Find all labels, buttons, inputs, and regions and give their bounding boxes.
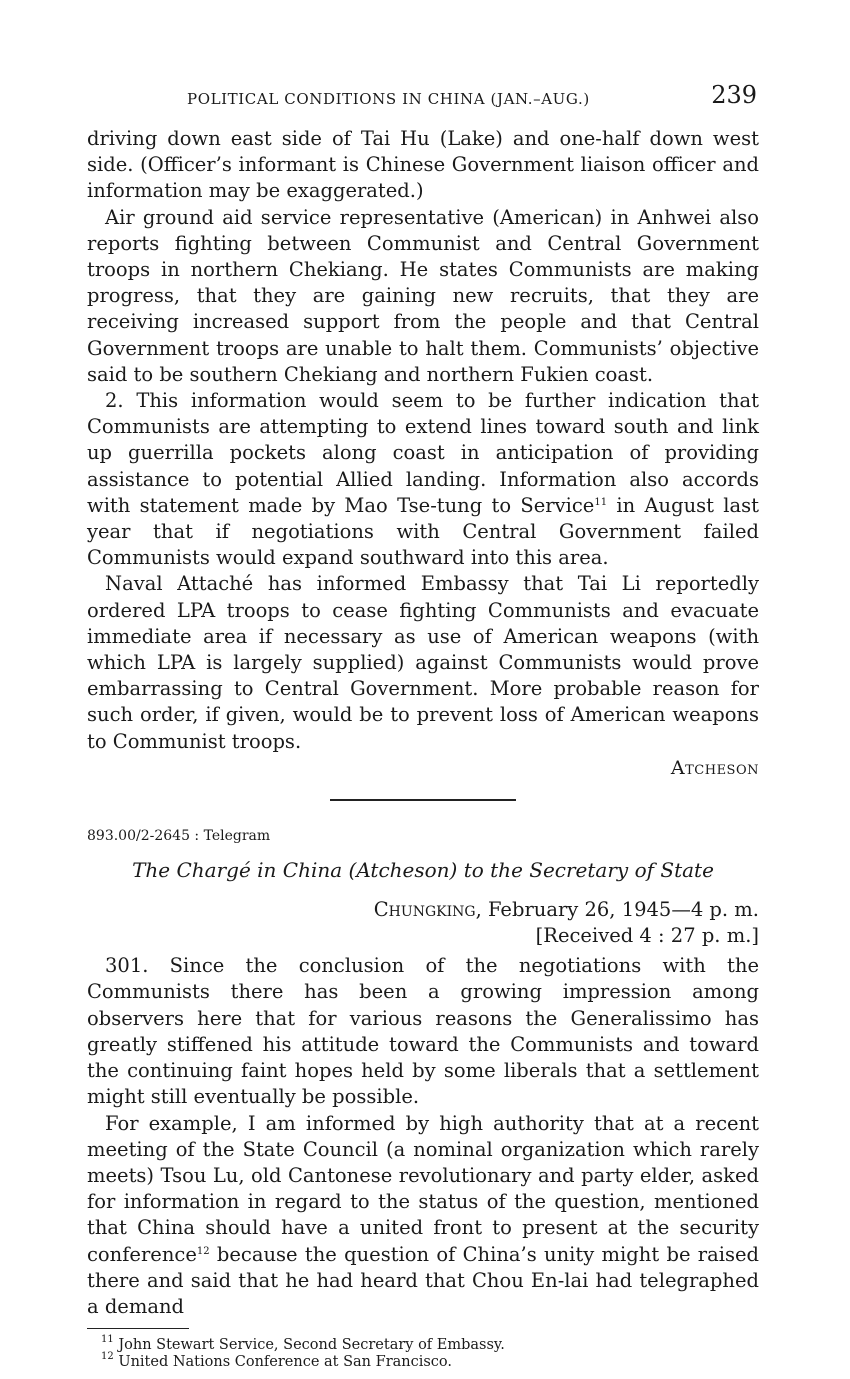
paragraph-text: For example, I am informed by high authority that at a recent meeting of the State Council (a nominal organization which rarely meets) Tsou Lu, old Cantonese revolutionary and party elder, asked for information in regard to the status of the question, mentioned that China should have a united front to present at the security conference (87, 1111, 759, 1266)
file-reference: 893.00/2-2645 : Telegram (87, 827, 271, 844)
footnote-ref[interactable]: 11 (594, 496, 608, 508)
paragraph: 301. Since the conclusion of the negotiations with the Communists there has been a growing impression among observers here that for various reasons the Generalissimo has greatly stiffened his attitude toward the Communists and toward the continuing faint hopes held by some liberals that a settlement might still eventually be possible. (87, 954, 759, 1109)
paragraph: Naval Attaché has informed Embassy that Tai Li reportedly ordered LPA troops to cease fighting Communists and evacuate immediate area if necessary as use of American weapons (with which LPA is largely supplied) against Communists would prove embarrassing to Central Government. More probable reason for such order, if given, would be to prevent loss of American weapons to Communist troops. (87, 572, 759, 753)
page-number: 239 (711, 81, 757, 109)
telegram-body (87, 953, 759, 1320)
document-title: The Chargé in China (Atcheson) to the Secretary of State (132, 857, 714, 882)
signature: Atcheson (670, 756, 759, 779)
dateline (87, 897, 759, 949)
paragraph (87, 1111, 759, 1321)
paragraph-text: because the question of China’s unity might be raised there and said that he had heard that Chou En-lai had telegraphed a demand (87, 1242, 759, 1318)
footnote-rule (87, 1328, 189, 1329)
footnote-text: United Nations Conference at San Francisco. (113, 1354, 453, 1371)
section-divider (330, 799, 516, 801)
footnote (87, 1351, 759, 1371)
paragraph: driving down east side of Tai Hu (Lake) and one-half down west side. (Officer’s informant is Chinese Government liaison officer and information may be exaggerated.) (87, 127, 759, 203)
paragraph: Air ground aid service representative (American) in Anhwei also reports fighting between Communist and Central Government troops in northern Chekiang. He states Communists are making progress, that they are gaining new recruits, that they are receiving increased support from the people and that Central Government troops are unable to halt them. Communists’ objective said to be southern Chekiang and northern Fukien coast. (87, 205, 759, 386)
footnotes (87, 1334, 759, 1371)
footnote-ref[interactable]: 12 (196, 1245, 210, 1257)
paragraph-text: in August last year that if negotiations with Central Government failed Communists would expand southward into this area. (87, 493, 760, 570)
date: , February 26, 1945—4 p. m. (475, 897, 759, 921)
footnote-marker: 12 (101, 1351, 114, 1363)
footnote-marker: 11 (101, 1334, 114, 1346)
received-line: [Received 4 : 27 p. m.] (535, 924, 759, 948)
footnote-text: John Stewart Service, Second Secretary of Embassy. (113, 1337, 505, 1354)
place: Chungking (373, 897, 476, 921)
paragraph-text: 2. This information would seem to be further indication that Communists are attempting to extend lines toward south and link up guerrilla pockets along coast in anticipation of providing assistance to potential Allied landing. Information also accords with statement made by Mao Tse-tung to Service (87, 389, 759, 517)
footnote (87, 1334, 759, 1354)
document-page (87, 78, 759, 1371)
running-title: POLITICAL CONDITIONS IN CHINA (JAN.–AUG.) (187, 90, 590, 108)
paragraph (87, 388, 759, 571)
running-head (87, 78, 759, 116)
continued-telegram (87, 126, 759, 781)
date-line (87, 897, 759, 923)
